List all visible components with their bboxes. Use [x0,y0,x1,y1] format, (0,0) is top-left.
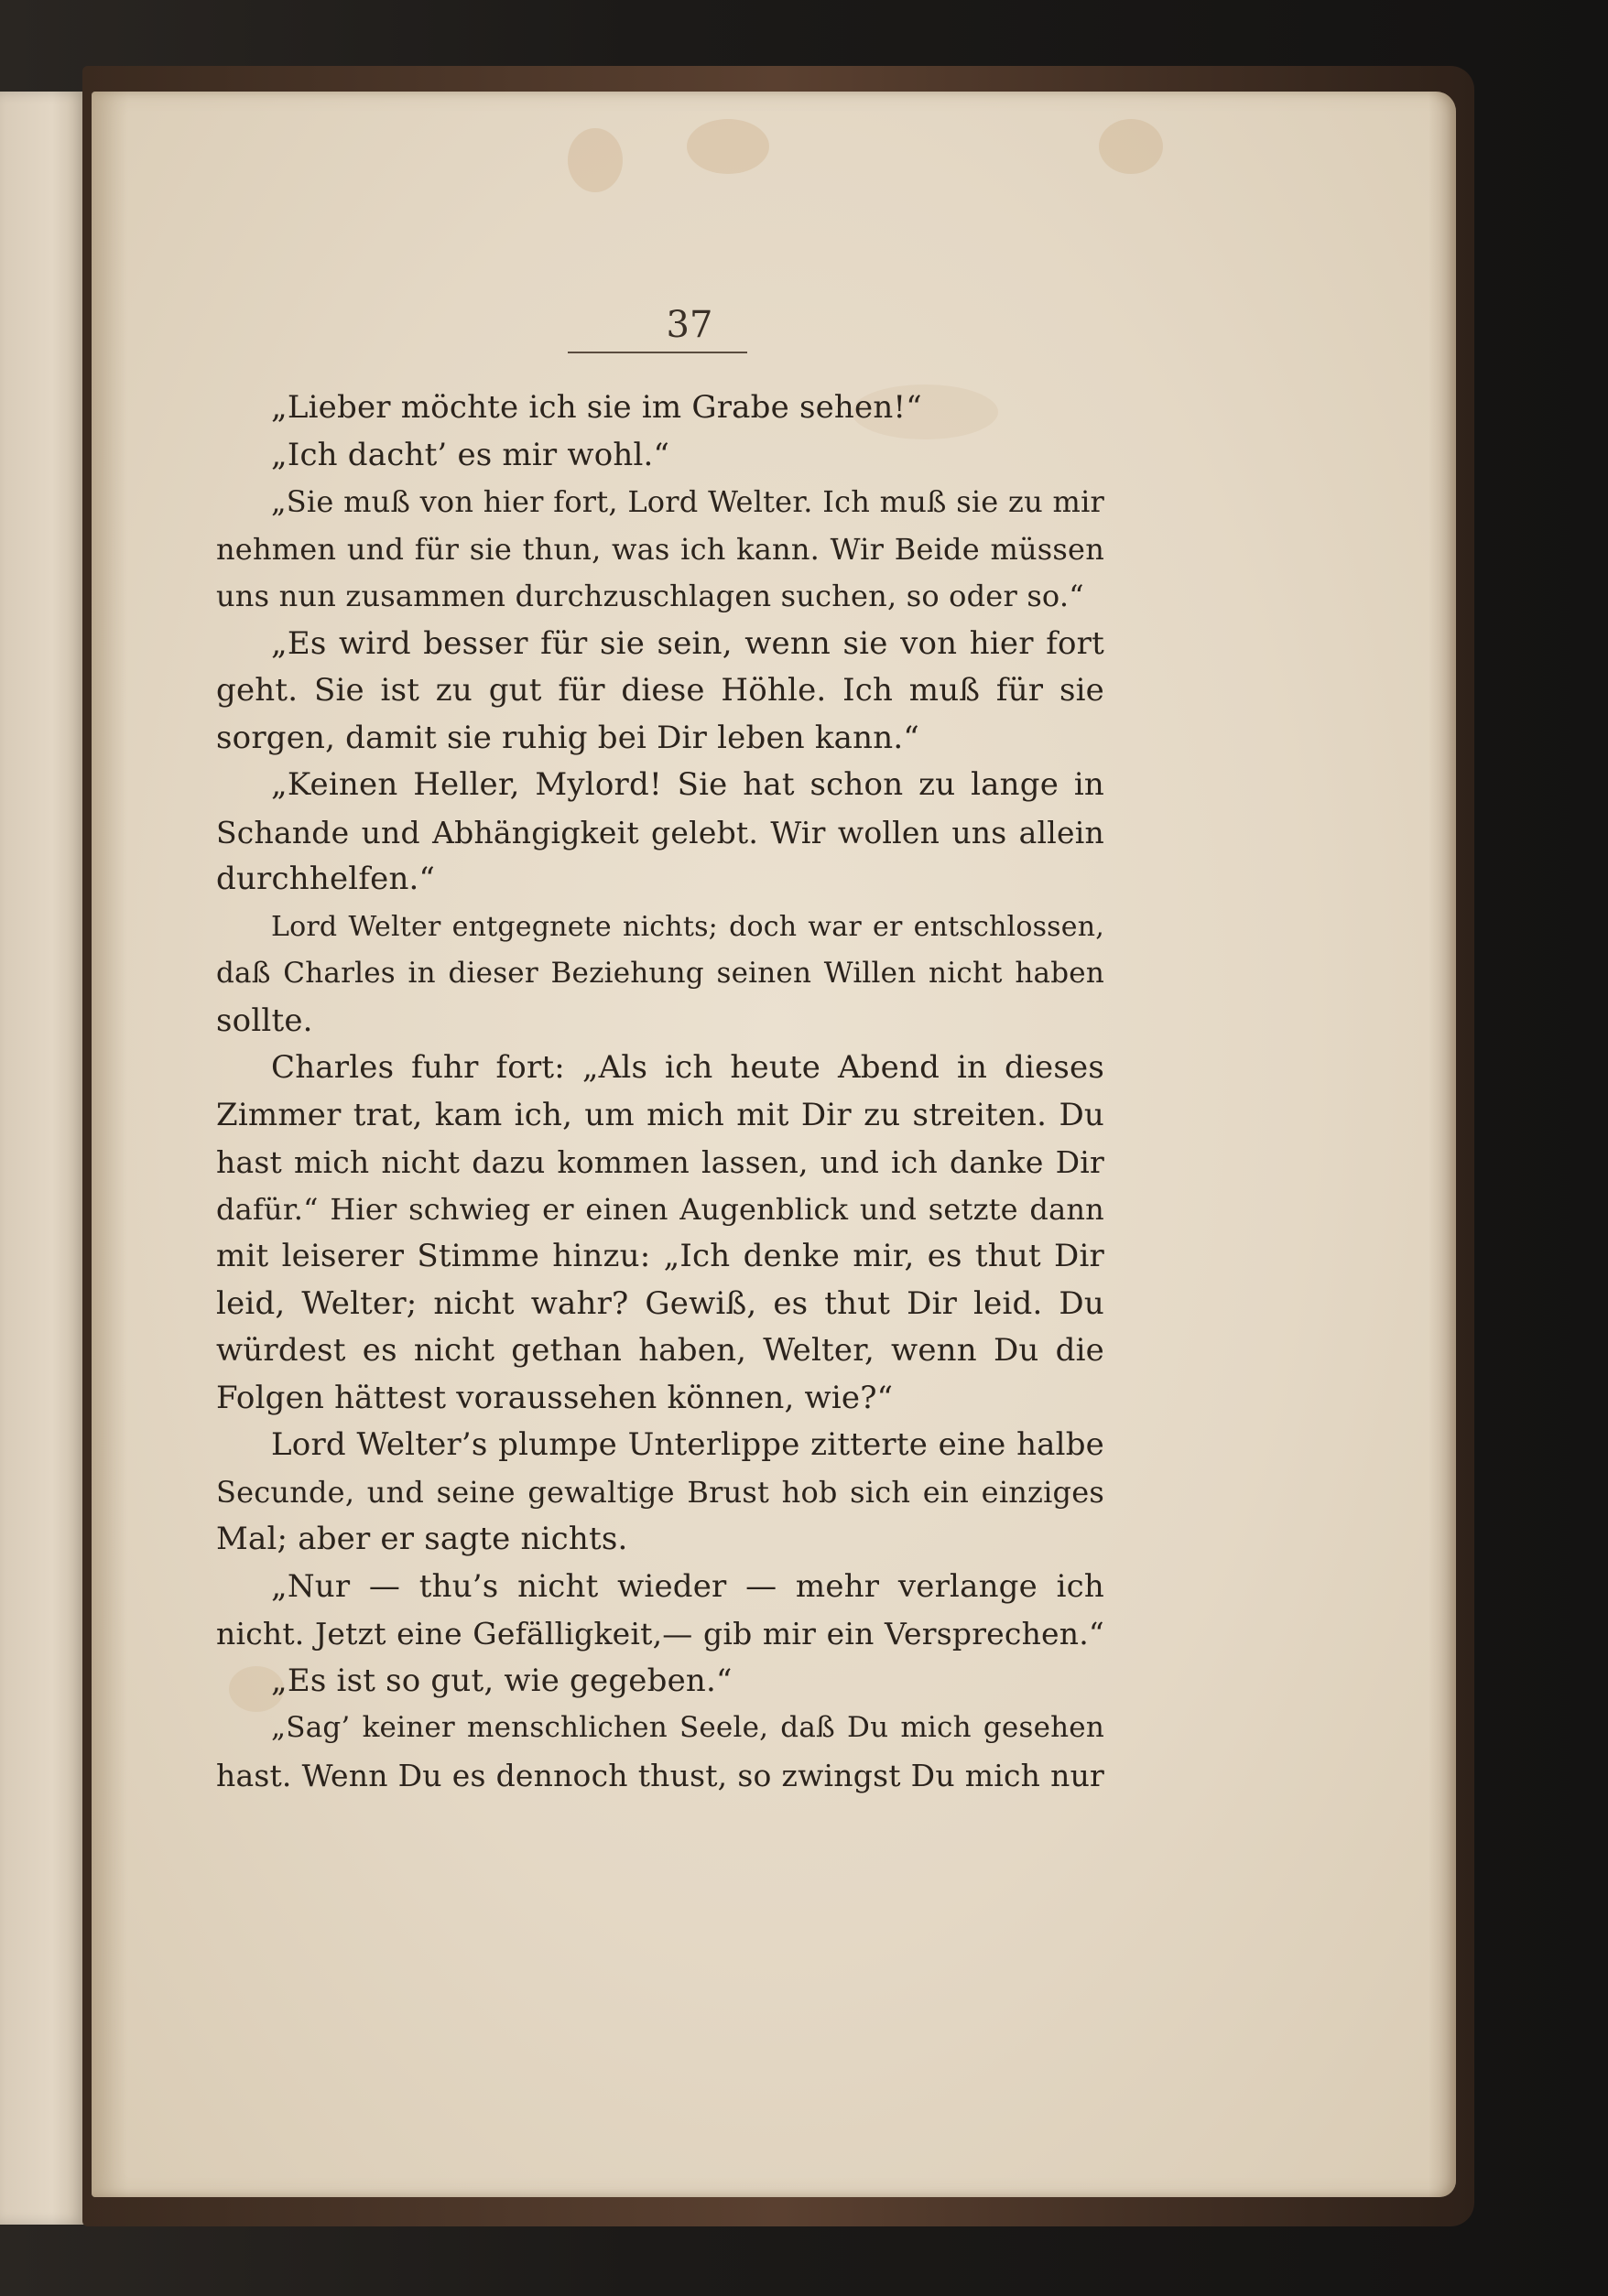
text-line: sollte. [216,1002,313,1039]
text-line: geht. Sie ist zu gut für diese Höhle. Ich muß für sie [216,672,1104,709]
page-number: 37 [666,304,713,346]
text-line: Lord Welter entgegnete nichts; doch war er entschlossen, [271,910,1104,943]
text-line: „Keinen Heller, Mylord! Sie hat schon zu lange in [271,766,1104,803]
stain [687,119,769,174]
text-line: daß Charles in dieser Beziehung seinen Willen nicht haben [216,957,1104,990]
page-edge-shadow [1429,92,1456,2197]
text-line: nehmen und für sie thun, was ich kann. Wir Beide müssen [216,531,1104,567]
stain [1099,119,1163,174]
text-line: „Lieber möchte ich sie im Grabe sehen!“ [271,389,922,426]
text-line: hast mich nicht dazu kommen lassen, und ich danke Dir [216,1144,1104,1180]
text-line: „Nur — thu’s nicht wieder — mehr verlange ich [271,1567,1104,1605]
text-line: würdest es nicht gethan haben, Welter, wenn Du die [216,1332,1104,1369]
body-text [216,384,1104,1799]
facing-page-edge [0,92,87,2225]
text-line: mit leiserer Stimme hinzu: „Ich denke mir, es thut Dir [216,1238,1104,1274]
text-line: Mal; aber er sagte nichts. [216,1521,628,1557]
text-line: Lord Welter’s plumpe Unterlippe zitterte eine halbe [271,1426,1104,1463]
text-line: „Ich dacht’ es mir wohl.“ [271,436,670,473]
book-page [92,92,1456,2197]
text-line: Charles fuhr fort: „Als ich heute Abend in dieses [271,1049,1104,1086]
text-line: Zimmer trat, kam ich, um mich mit Dir zu streiten. Du [216,1096,1104,1133]
stain [568,128,623,192]
text-line: „Sag’ keiner menschlichen Seele, daß Du mich gesehen [271,1711,1104,1744]
text-line: uns nun zusammen durchzuschlagen suchen, so oder so.“ [216,579,1084,613]
text-line: dafür.“ Hier schwieg er einen Augenblick und setzte dann [216,1191,1104,1227]
text-line: Secunde, und seine gewaltige Brust hob sich ein einziges [216,1474,1104,1510]
text-line: sorgen, damit sie ruhig bei Dir leben kann.“ [216,719,919,756]
text-line: leid, Welter; nicht wahr? Gewiß, es thut Dir leid. Du [216,1284,1104,1322]
text-line: nicht. Jetzt eine Gefälligkeit,— gib mir ein Versprechen.“ [216,1616,1104,1652]
text-line: „Es wird besser für sie sein, wenn sie von hier fort [271,624,1104,662]
text-line: Schande und Abhängigkeit gelebt. Wir wollen uns allein [216,814,1104,850]
page-number-rule [568,352,747,353]
text-line: „Sie muß von hier fort, Lord Welter. Ich muß sie zu mir [271,484,1104,519]
text-line: Folgen hättest voraussehen können, wie?“ [216,1379,894,1416]
text-line: hast. Wenn Du es dennoch thust, so zwingst Du mich nur [216,1757,1104,1793]
gutter-shadow [92,92,128,2197]
text-line: durchhelfen.“ [216,861,436,897]
text-line: „Es ist so gut, wie gegeben.“ [271,1662,733,1699]
